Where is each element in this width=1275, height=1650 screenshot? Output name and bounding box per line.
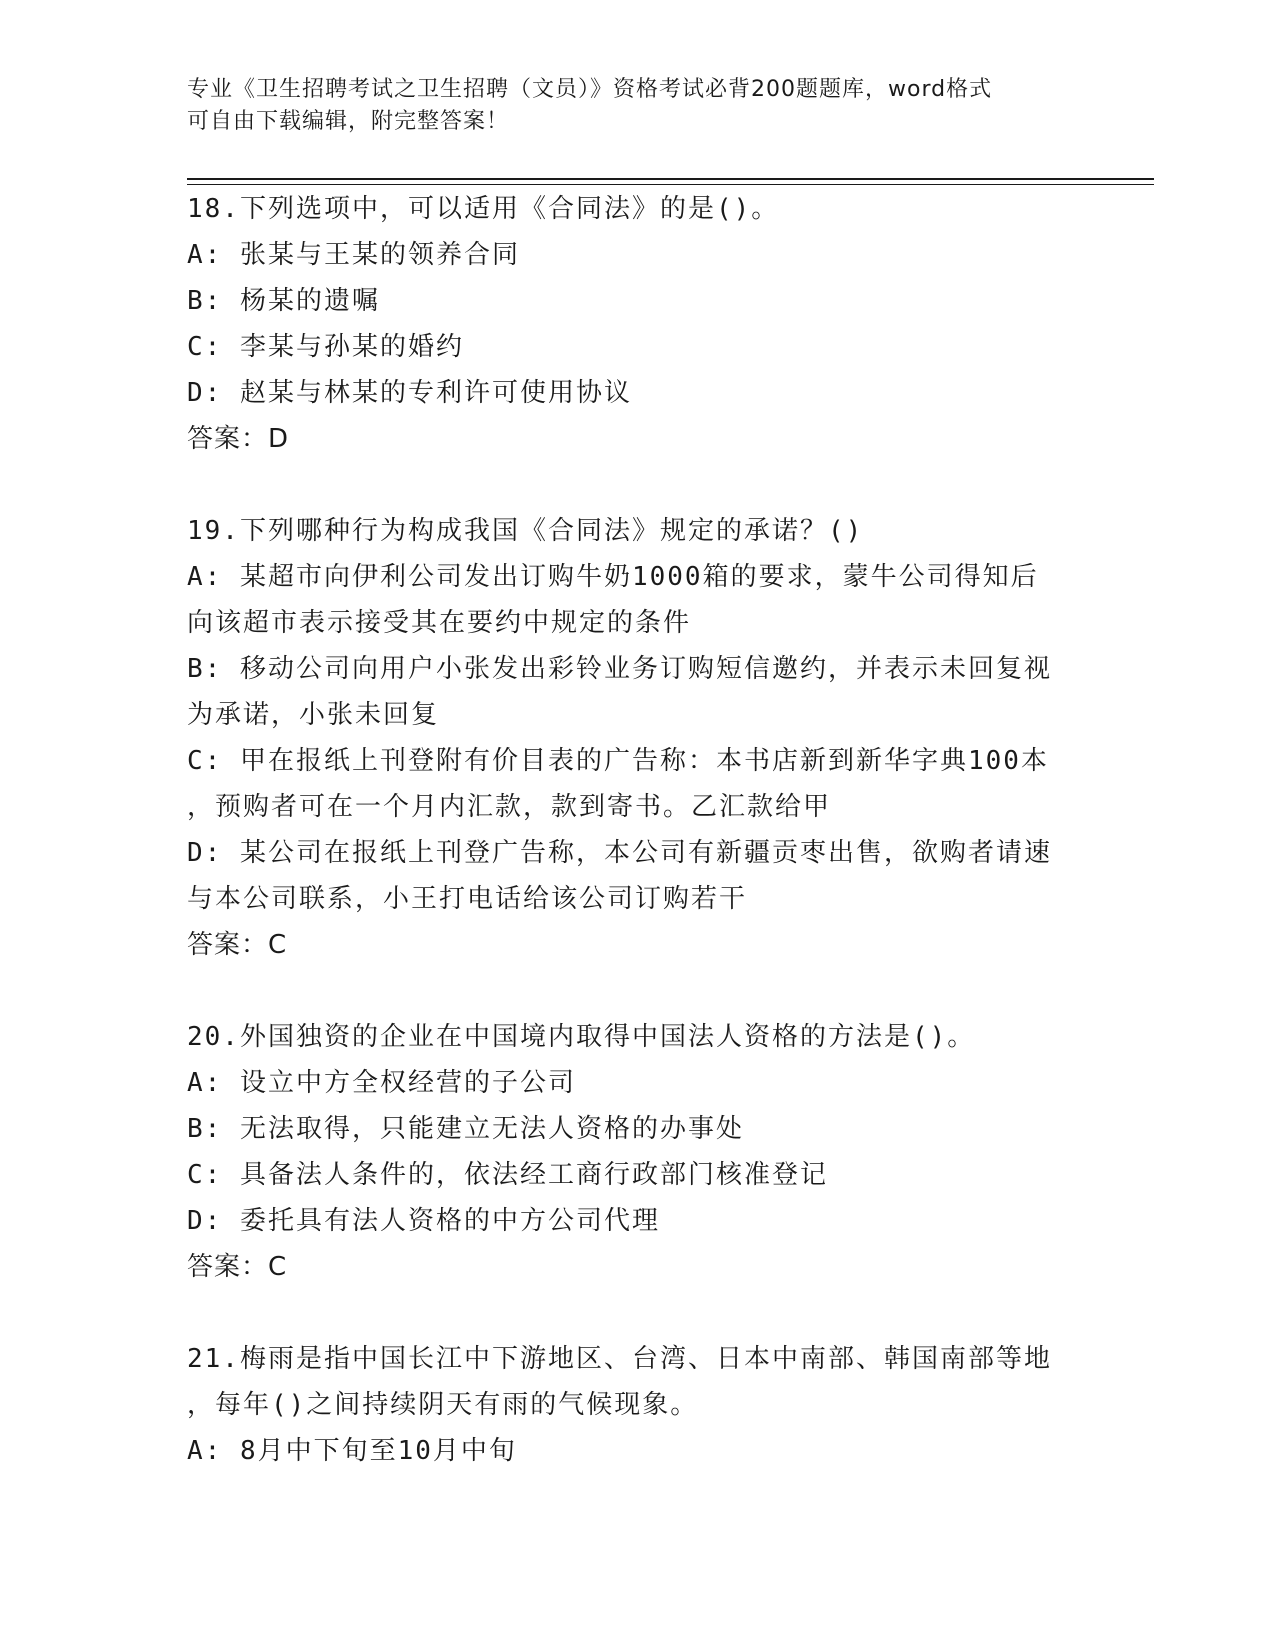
question-stem: 18.下列选项中，可以适用《合同法》的是()。 [187, 194, 780, 224]
answer-option: C: 具备法人条件的，依法经工商行政部门核准登记 [187, 1160, 828, 1190]
question-stem: 19.下列哪种行为构成我国《合同法》规定的承诺？() [187, 516, 864, 546]
document-header [187, 74, 1087, 138]
answer-option: B: 移动公司向用户小张发出彩铃业务订购短信邀约，并表示未回复视 [187, 654, 1052, 684]
question-stem: ，每年()之间持续阴天有雨的气候现象。 [187, 1390, 699, 1420]
answer-option: A: 张某与王某的领养合同 [187, 240, 520, 270]
answer-option: A: 8月中下旬至10月中旬 [187, 1436, 517, 1466]
question-stem: 21.梅雨是指中国长江中下游地区、台湾、日本中南部、韩国南部等地 [187, 1344, 1052, 1374]
question-block [187, 1014, 1087, 1336]
answer-option: ，预购者可在一个月内汇款，款到寄书。乙汇款给甲 [187, 792, 832, 822]
answer-key: 答案：C [187, 1252, 288, 1282]
question-spacer [187, 1290, 1087, 1336]
question-block [187, 508, 1087, 1014]
answer-option: B: 杨某的遗嘱 [187, 286, 380, 316]
answer-option: D: 赵某与林某的专利许可使用协议 [187, 378, 632, 408]
header-title-line-1: 专业《卫生招聘考试之卫生招聘（文员）》资格考试必背200题题库，word格式 [187, 77, 993, 102]
answer-option: D: 委托具有法人资格的中方公司代理 [187, 1206, 660, 1236]
answer-option: A: 设立中方全权经营的子公司 [187, 1068, 576, 1098]
answer-option: A: 某超市向伊利公司发出订购牛奶1000箱的要求，蒙牛公司得知后 [187, 562, 1039, 592]
answer-option: 与本公司联系，小王打电话给该公司订购若干 [187, 884, 748, 914]
answer-option: C: 李某与孙某的婚约 [187, 332, 464, 362]
question-stem: 20.外国独资的企业在中国境内取得中国法人资格的方法是()。 [187, 1022, 976, 1052]
answer-option: B: 无法取得，只能建立无法人资格的办事处 [187, 1114, 744, 1144]
header-divider-thick [187, 178, 1154, 180]
answer-option: 为承诺，小张未回复 [187, 700, 440, 730]
answer-option: C: 甲在报纸上刊登附有价目表的广告称：本书店新到新华字典100本 [187, 746, 1049, 776]
header-title-line-2: 可自由下载编辑，附完整答案！ [187, 109, 510, 134]
answer-key: 答案：D [187, 424, 290, 454]
question-block [187, 186, 1087, 508]
question-spacer [187, 462, 1087, 508]
header-divider-thin [187, 184, 1154, 185]
question-block [187, 1336, 1087, 1474]
question-spacer [187, 968, 1087, 1014]
answer-key: 答案：C [187, 930, 288, 960]
answer-option: 向该超市表示接受其在要约中规定的条件 [187, 608, 692, 638]
answer-option: D: 某公司在报纸上刊登广告称，本公司有新疆贡枣出售，欲购者请速 [187, 838, 1052, 868]
question-list [187, 186, 1087, 1474]
